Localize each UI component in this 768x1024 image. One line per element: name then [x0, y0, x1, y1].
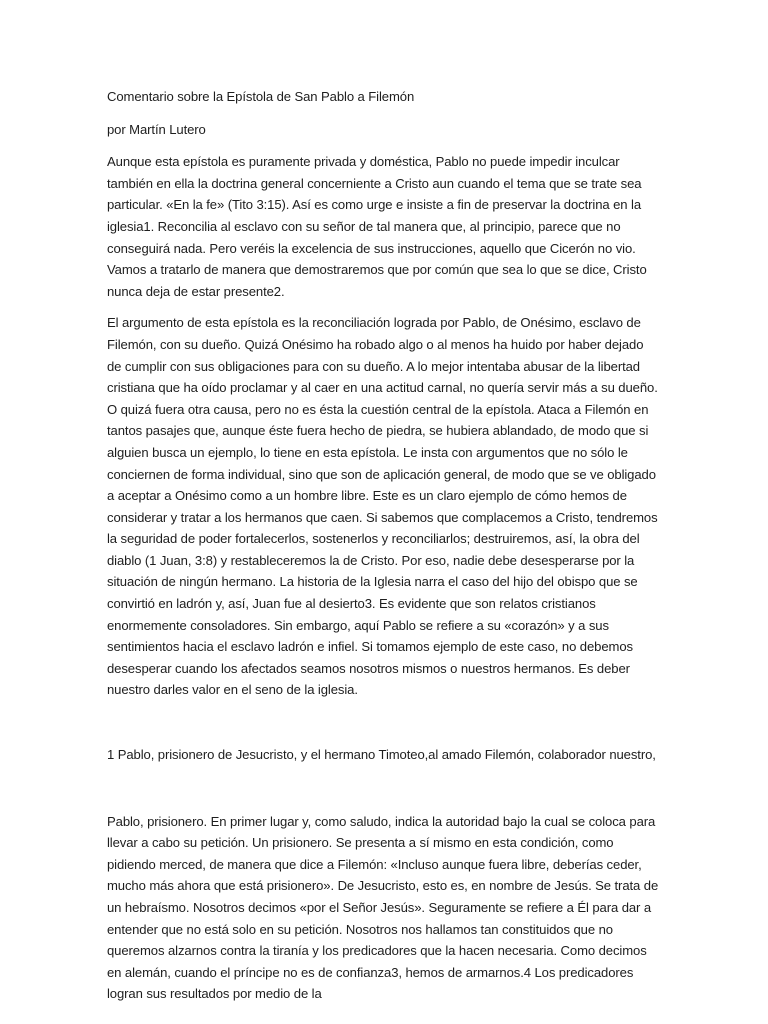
verse-1: 1 Pablo, prisionero de Jesucristo, y el hermano Timoteo,al amado Filemón, colaborador nuestro,	[107, 747, 656, 763]
document-body	[107, 86, 659, 1005]
document-author: por Martín Lutero	[107, 121, 206, 137]
document-title: Comentario sobre la Epístola de San Pablo a Filemón	[107, 89, 415, 104]
paragraph-argument: El argumento de esta epístola es la reconciliación lograda por Pablo, de Onésimo, esclavo de Filemón, con su dueño. Quizá Onésimo ha robado algo o al menos ha huido por haber dejado de cumplir con sus obligaciones para con su dueño. A lo mejor intentaba abusar de la libertad cristiana que ha oído proclamar y al caer en una actitud carnal, no quería servir más a su dueño. O quizá fuera otra causa, pero no es ésta la cuestión central de la epístola. Ataca a Filemón en tantos pasajes que, aunque éste fuera hecho de piedra, se hubiera ablandado, de modo que si alguien busca un ejemplo, lo tiene en esta epístola. Le insta con argumentos que no sólo le conciernen de forma individual, sino que son de aplicación general, de modo que se ve obligado a aceptar a Onésimo como a un hombre libre. Este es un claro ejemplo de cómo hemos de considerar y tratar a los hermanos que caen. Si sabemos que complacemos a Cristo, tendremos la seguridad de poder fortalecerlos, sostenerlos y reconciliarlos; destruiremos, así, la obra del diablo (1 Juan, 3:8) y restableceremos la de Cristo. Por eso, nadie debe desesperarse por la situación de ningún hermano. La historia de la Iglesia narra el caso del hijo del obispo que se convirtió en ladrón y, así, Juan fue al desierto3. Es evidente que son relatos cristianos enormemente consoladores. Sin embargo, aquí Pablo se refiere a su «corazón» y a sus sentimientos hacia el esclavo ladrón e infiel. Si tomamos ejemplo de este caso, no debemos desesperar cuando los afectados seamos nosotros mismos o nuestros hermanos. Es deber nuestro darles valor en el seno de la iglesia.	[107, 315, 658, 698]
paragraph-commentary: Pablo, prisionero. En primer lugar y, como saludo, indica la autoridad bajo la cual se coloca para llevar a cabo su petición. Un prisionero. Se presenta a sí mismo en esta condición, como pidiendo merced, de manera que dice a Filemón: «Incluso aunque fuera libre, deberías ceder, mucho más ahora que está prisionero». De Jesucristo, esto es, en nombre de Jesús. Se trata de un hebraísmo. Nosotros decimos «por el Señor Jesús». Seguramente se refiere a Él para dar a entender que no está solo en su petición. Nosotros nos hallamos tan constituidos que no queremos alzarnos contra la tiranía y los predicadores que la hacen necesaria. Como decimos en alemán, cuando el príncipe no es de confianza3, hemos de armarnos.4 Los predicadores logran sus resultados por medio de la	[107, 813, 659, 1002]
paragraph-introduction: Aunque esta epístola es puramente privada y doméstica, Pablo no puede impedir inculcar también en ella la doctrina general concerniente a Cristo aun cuando el tema que se trate sea particular. «En la fe» (Tito 3:15). Así es como urge e insiste a fin de preservar la doctrina en la iglesia1. Reconcilia al esclavo con su señor de tal manera que, al principio, parece que no conseguirá nada. Pero veréis la excelencia de sus instrucciones, aquello que Cicerón no vio. Vamos a tratarlo de manera que demostraremos que por común que sea lo que se dice, Cristo nunca deja de estar presente2.	[107, 154, 647, 299]
